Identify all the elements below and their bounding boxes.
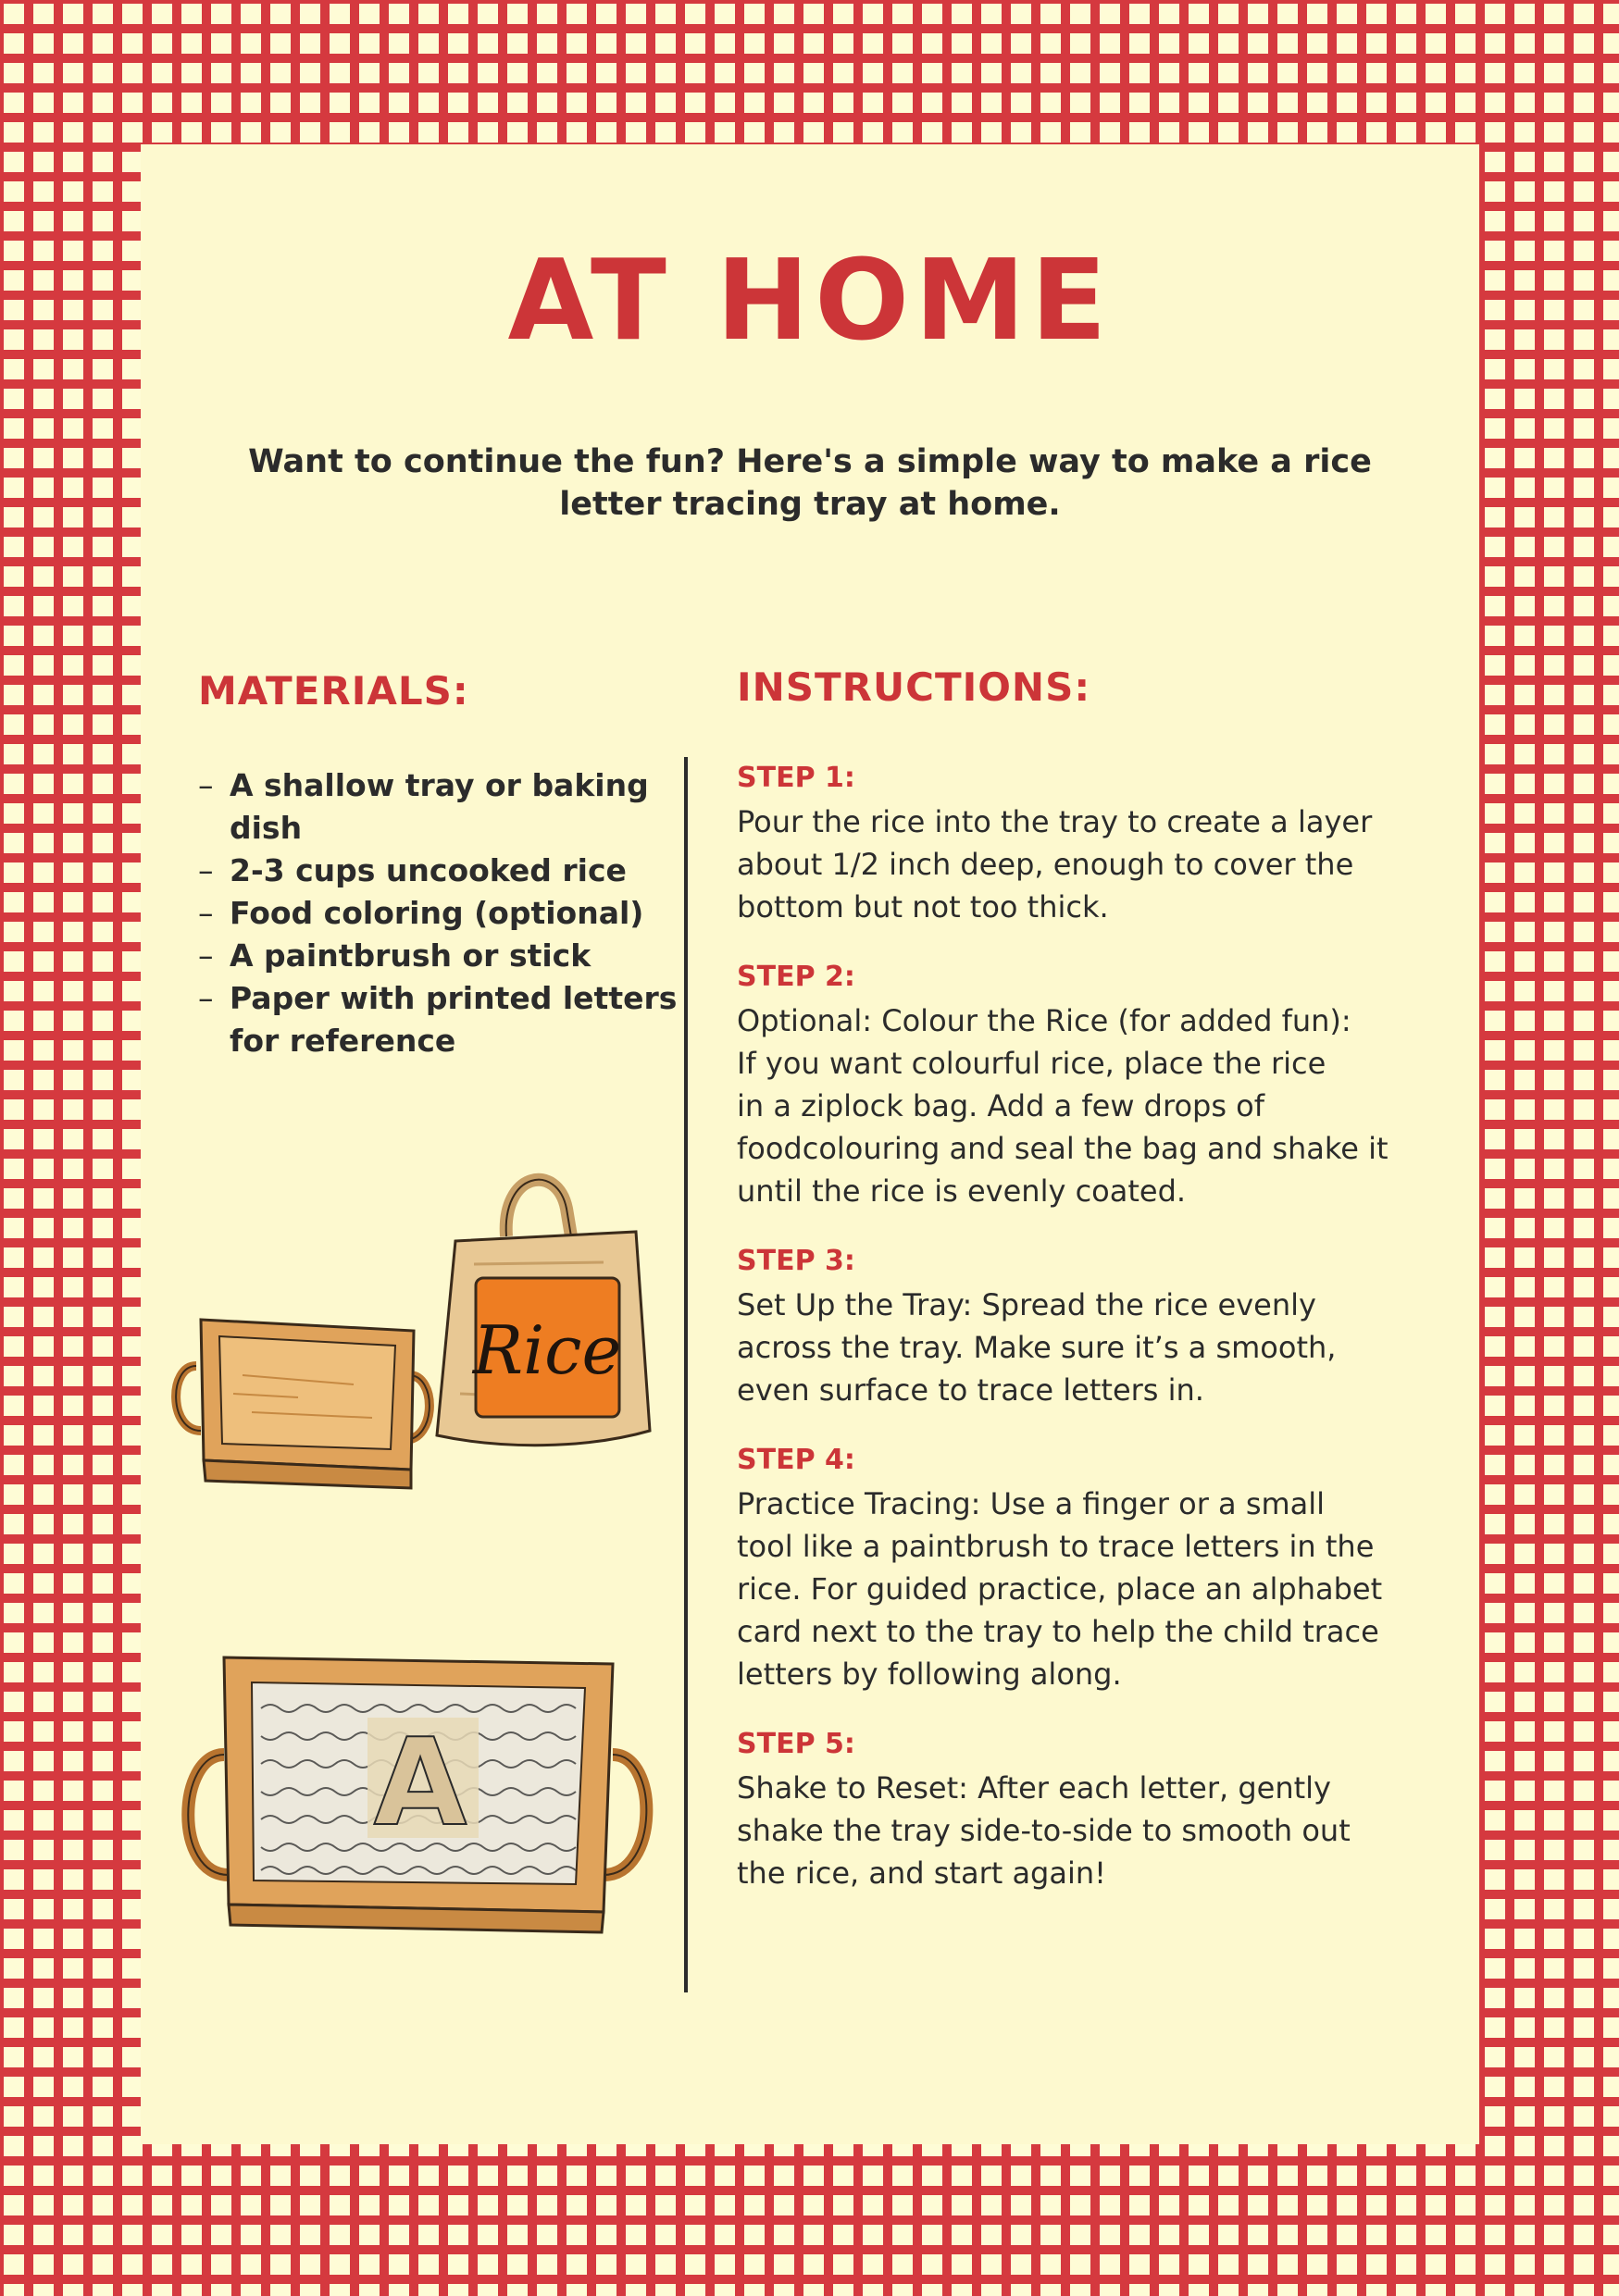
rice-bag-label: Rice <box>472 1311 622 1389</box>
list-bullet: – <box>198 767 214 803</box>
list-item <box>198 977 679 1062</box>
list-bullet: – <box>198 895 214 931</box>
intro-text: Want to continue the fun? Here's a simple way to make a rice letter tracing tray at home. <box>248 443 1372 523</box>
list-item <box>198 850 679 892</box>
step-label: STEP 5: <box>737 1728 855 1760</box>
step-label: STEP 1: <box>737 762 855 794</box>
step-label: STEP 4: <box>737 1444 855 1476</box>
content-panel <box>141 144 1479 2144</box>
list-item <box>198 764 679 850</box>
step-4 <box>737 1442 1440 1695</box>
list-bullet: – <box>198 852 214 888</box>
list-item-text: A shallow tray or baking dish <box>230 767 649 846</box>
step-text: Shake to Reset: After each letter, gently shake the tray side-to-side to smooth out the rice, and start again! <box>737 1770 1351 1891</box>
step-2 <box>737 959 1440 1212</box>
step-label: STEP 2: <box>737 961 855 993</box>
list-item-text: Food coloring (optional) <box>230 895 644 931</box>
list-bullet: – <box>198 980 214 1016</box>
tray-letter: A <box>373 1712 467 1853</box>
step-text: Set Up the Tray: Spread the rice evenly across the tray. Make sure it’s a smooth, even surface to trace letters in. <box>737 1287 1337 1408</box>
step-1 <box>737 760 1440 928</box>
step-label: STEP 3: <box>737 1245 855 1277</box>
list-item <box>198 892 679 935</box>
materials-heading: MATERIALS: <box>198 668 469 714</box>
list-item <box>198 935 679 977</box>
step-text: Practice Tracing: Use a finger or a small tool like a paintbrush to trace letters in the rice. For guided practice, place an alphabet card next to the tray to help the child trace letters by following along. <box>737 1486 1383 1692</box>
rice-bag-illustration <box>418 1153 678 1458</box>
step-3 <box>737 1243 1440 1411</box>
list-item-text: A paintbrush or stick <box>230 937 592 974</box>
step-text: Optional: Colour the Rice (for added fun): If you want colourful rice, place the rice in a ziplock bag. Add a few drops of foodcolouring and seal the bag and shake it until the rice is evenly coated. <box>737 1003 1389 1209</box>
column-divider <box>684 757 688 1992</box>
step-text: Pour the rice into the tray to create a layer about 1/2 inch deep, enough to cover the bottom but not too thick. <box>737 804 1373 925</box>
page-title: AT HOME <box>507 237 1113 366</box>
instructions-heading: INSTRUCTIONS: <box>737 664 1091 710</box>
list-item-text: Paper with printed letters for reference <box>230 980 678 1059</box>
step-5 <box>737 1726 1440 1894</box>
materials-list <box>198 764 679 1062</box>
list-bullet: – <box>198 937 214 974</box>
list-item-text: 2-3 cups uncooked rice <box>230 852 627 888</box>
empty-tray-illustration <box>168 1255 437 1514</box>
rice-tray-illustration <box>168 1607 659 1958</box>
steps-list <box>737 760 1440 1925</box>
